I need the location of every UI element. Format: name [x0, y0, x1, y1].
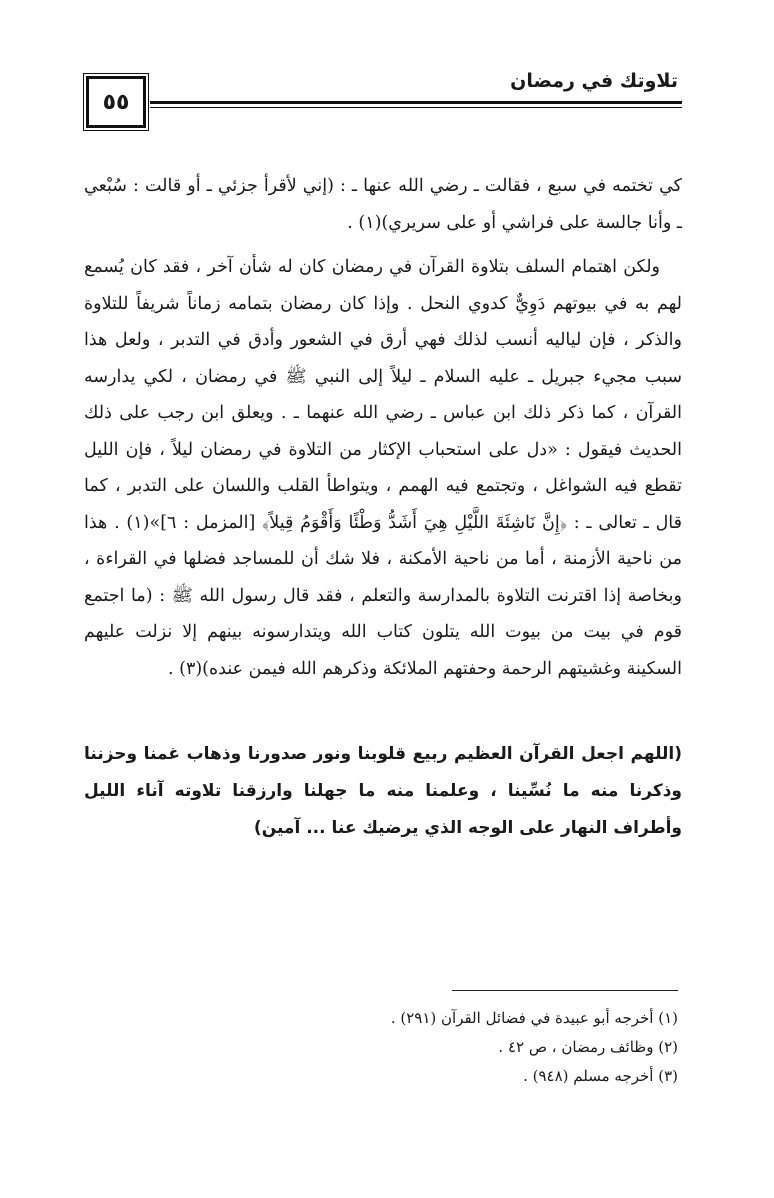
body-text	[84, 168, 682, 687]
footnote-3: (٣) أخرجه مسلم (٩٤٨) .	[523, 1067, 678, 1085]
footnote-1: (١) أخرجه أبو عبيدة في فضائل القرآن (٢٩١) .	[390, 1009, 678, 1027]
running-header-title: تلاوتك في رمضان	[510, 70, 678, 92]
header-rule-thin	[150, 107, 682, 108]
footnote-2: (٢) وظائف رمضان ، ص ٤٢ .	[498, 1038, 678, 1056]
header-rule	[150, 101, 682, 104]
page-number: ٥٥	[86, 76, 146, 128]
prayer-text: (اللهم اجعل القرآن العظيم ربيع قلوبنا ونور صدورنا وذهاب غمنا وحزننا وذكرنا منه ما نُسِّينا ، وعلمنا منه ما جهلنا وارزقنا تلاوته آناء الليل وأطراف النهار على الوجه الذي يرضيك عنا ... آمين)	[84, 744, 682, 838]
paragraph-1: كي تختمه في سبع ، فقالت ـ رضي الله عنها ـ : (إني لأقرأ جزئي ـ أو قالت : سُبْعي ـ وأنا جالسة على فراشي أو على سريري)(١) .	[84, 176, 682, 233]
footnote-separator	[452, 990, 678, 991]
paragraph-2: ولكن اهتمام السلف بتلاوة القرآن في رمضان كان له شأن آخر ، فقد كان يُسمع لهم به في بيوتهم دَوِيٌّ كدوي النحل . وإذا كان رمضان بتمامه زماناً شريفاً للتلاوة والذكر ، فإن لياليه أنسب لذلك فهي أرق في الشعور وأدق في التدبر ، ولعل هذا سبب مجيء جبريل ـ عليه السلام ـ ليلاً إلى النبي ﷺ في رمضان ، لكي يدارسه القرآن ، كما ذكر ذلك ابن عباس ـ رضي الله عنهما ـ . ويعلق ابن رجب على ذلك الحديث فيقول : «دل على استحباب الإكثار من التلاوة في رمضان ليلاً ، فإن الليل تقطع فيه الشواغل ، وتجتمع فيه الهمم ، ويتواطأ القلب واللسان على التدبر ، كما قال ـ تعالى ـ : ﴿إِنَّ نَاشِئَةَ اللَّيْلِ هِيَ أَشَدُّ وَطْئًا وَأَقْوَمُ قِيلاً﴾ [المزمل : ٦]»(١) . هذا من ناحية الأزمنة ، أما من ناحية الأمكنة ، فلا شك أن للمساجد فضلها في القراءة ، وبخاصة إذا اقترنت التلاوة بالمدارسة والتعلم ، فقد قال رسول الله ﷺ : (ما اجتمع قوم في بيت من بيوت الله يتلون كتاب الله ويتدارسونه بينهم إلا نزلت عليهم السكينة وغشيتهم الرحمة وحفتهم الملائكة وذكرهم الله فيمن عنده)(٣) .	[84, 257, 682, 679]
footnotes	[391, 1004, 678, 1091]
